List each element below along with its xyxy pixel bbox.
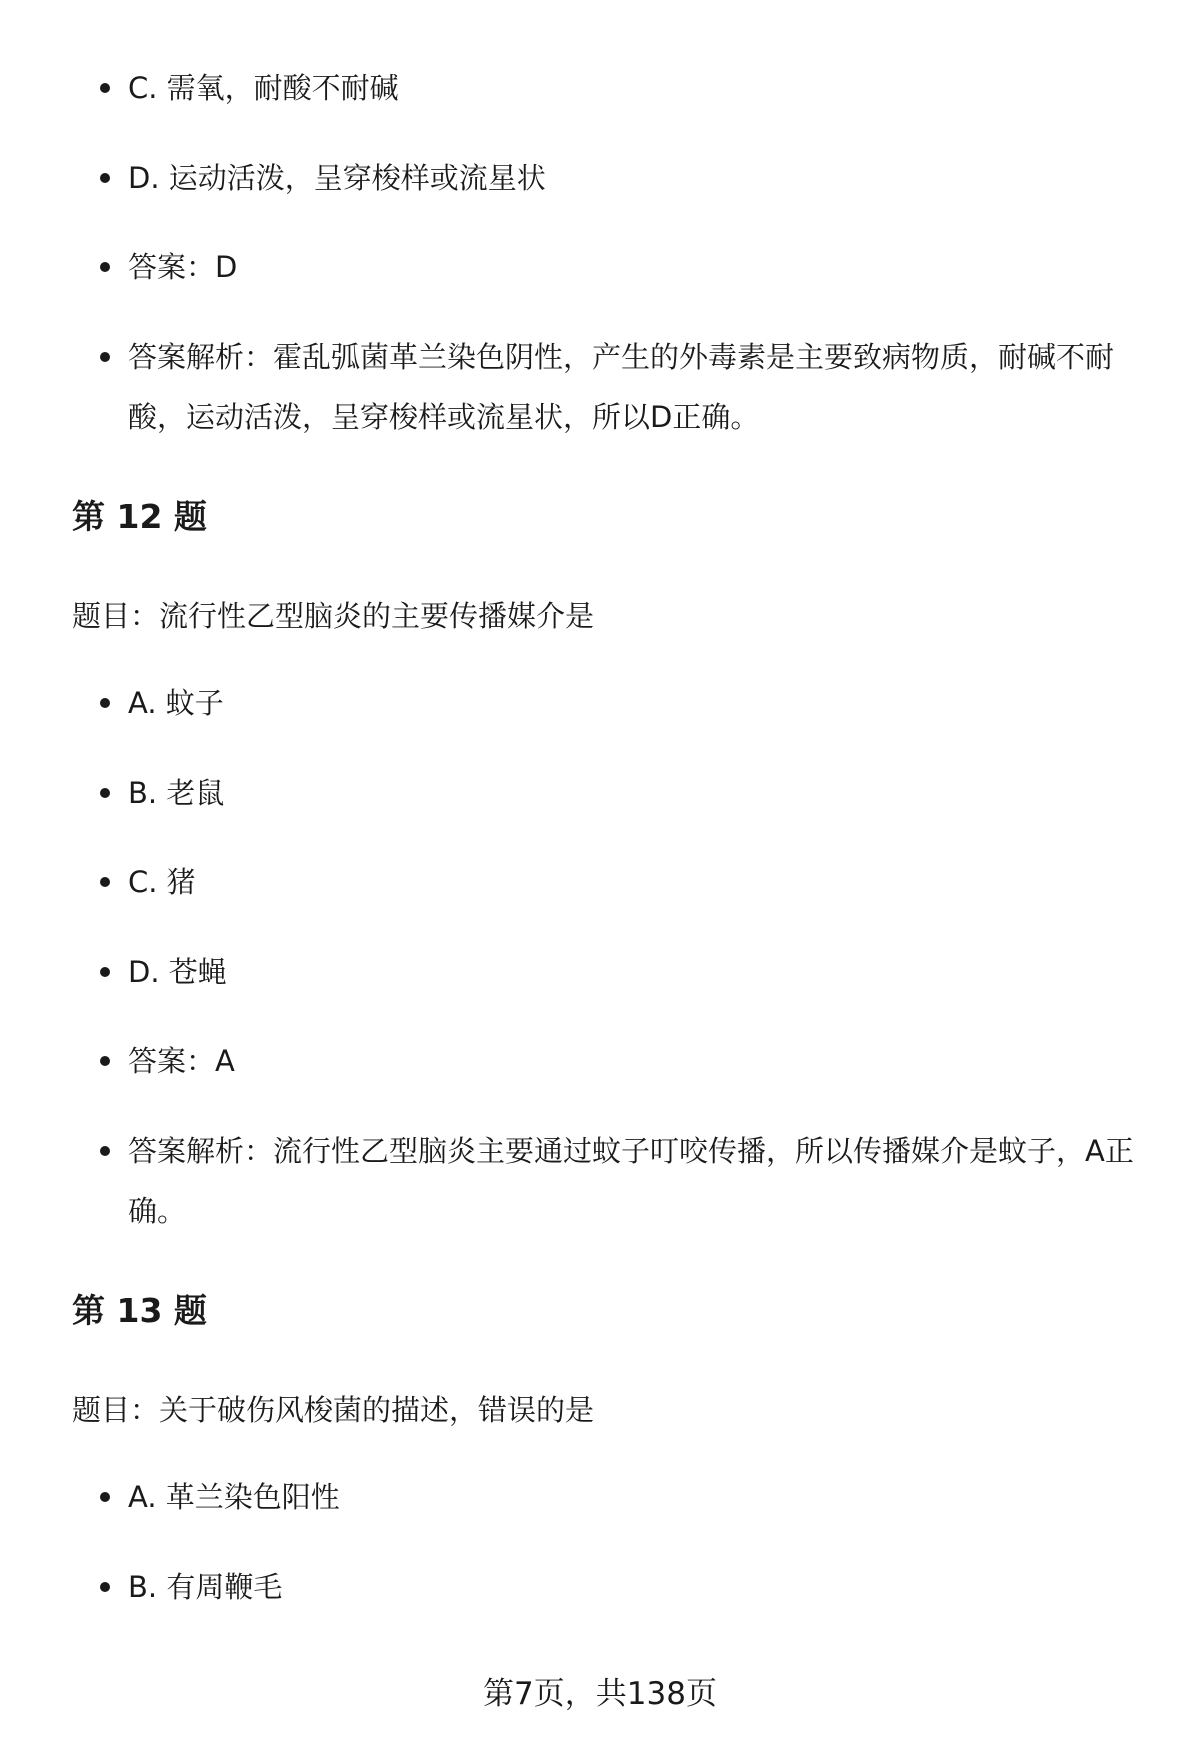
- q11-option-d: D. 运动活泼，呈穿梭样或流星状: [128, 148, 1148, 208]
- page-number-footer: 第7页，共138页: [483, 1676, 717, 1712]
- q12-heading: 第 12 题: [72, 497, 207, 536]
- q11-option-c: C. 需氧，耐酸不耐碱: [128, 58, 1148, 118]
- q12-answer: 答案：A: [128, 1031, 1148, 1091]
- q12-option-c: C. 猪: [128, 852, 1148, 912]
- q12-option-b: B. 老鼠: [128, 763, 1148, 823]
- q13-option-b: B. 有周鞭毛: [128, 1557, 1148, 1617]
- q13-option-a: A. 革兰染色阳性: [128, 1467, 1148, 1527]
- q12-option-a: A. 蚊子: [128, 673, 1148, 733]
- q12-option-d: D. 苍蝇: [128, 942, 1148, 1002]
- q12-explanation: 答案解析：流行性乙型脑炎主要通过蚊子叮咬传播，所以传播媒介是蚊子，A正确。: [128, 1121, 1148, 1241]
- q11-answer: 答案：D: [128, 237, 1148, 297]
- q11-explanation: 答案解析：霍乱弧菌革兰染色阴性，产生的外毒素是主要致病物质，耐碱不耐酸，运动活泼，呈穿梭样或流星状，所以D正确。: [128, 327, 1148, 447]
- q13-stem: 题目：关于破伤风梭菌的描述，错误的是: [72, 1393, 595, 1427]
- q12-stem: 题目：流行性乙型脑炎的主要传播媒介是: [72, 599, 595, 633]
- q13-heading: 第 13 题: [72, 1291, 207, 1330]
